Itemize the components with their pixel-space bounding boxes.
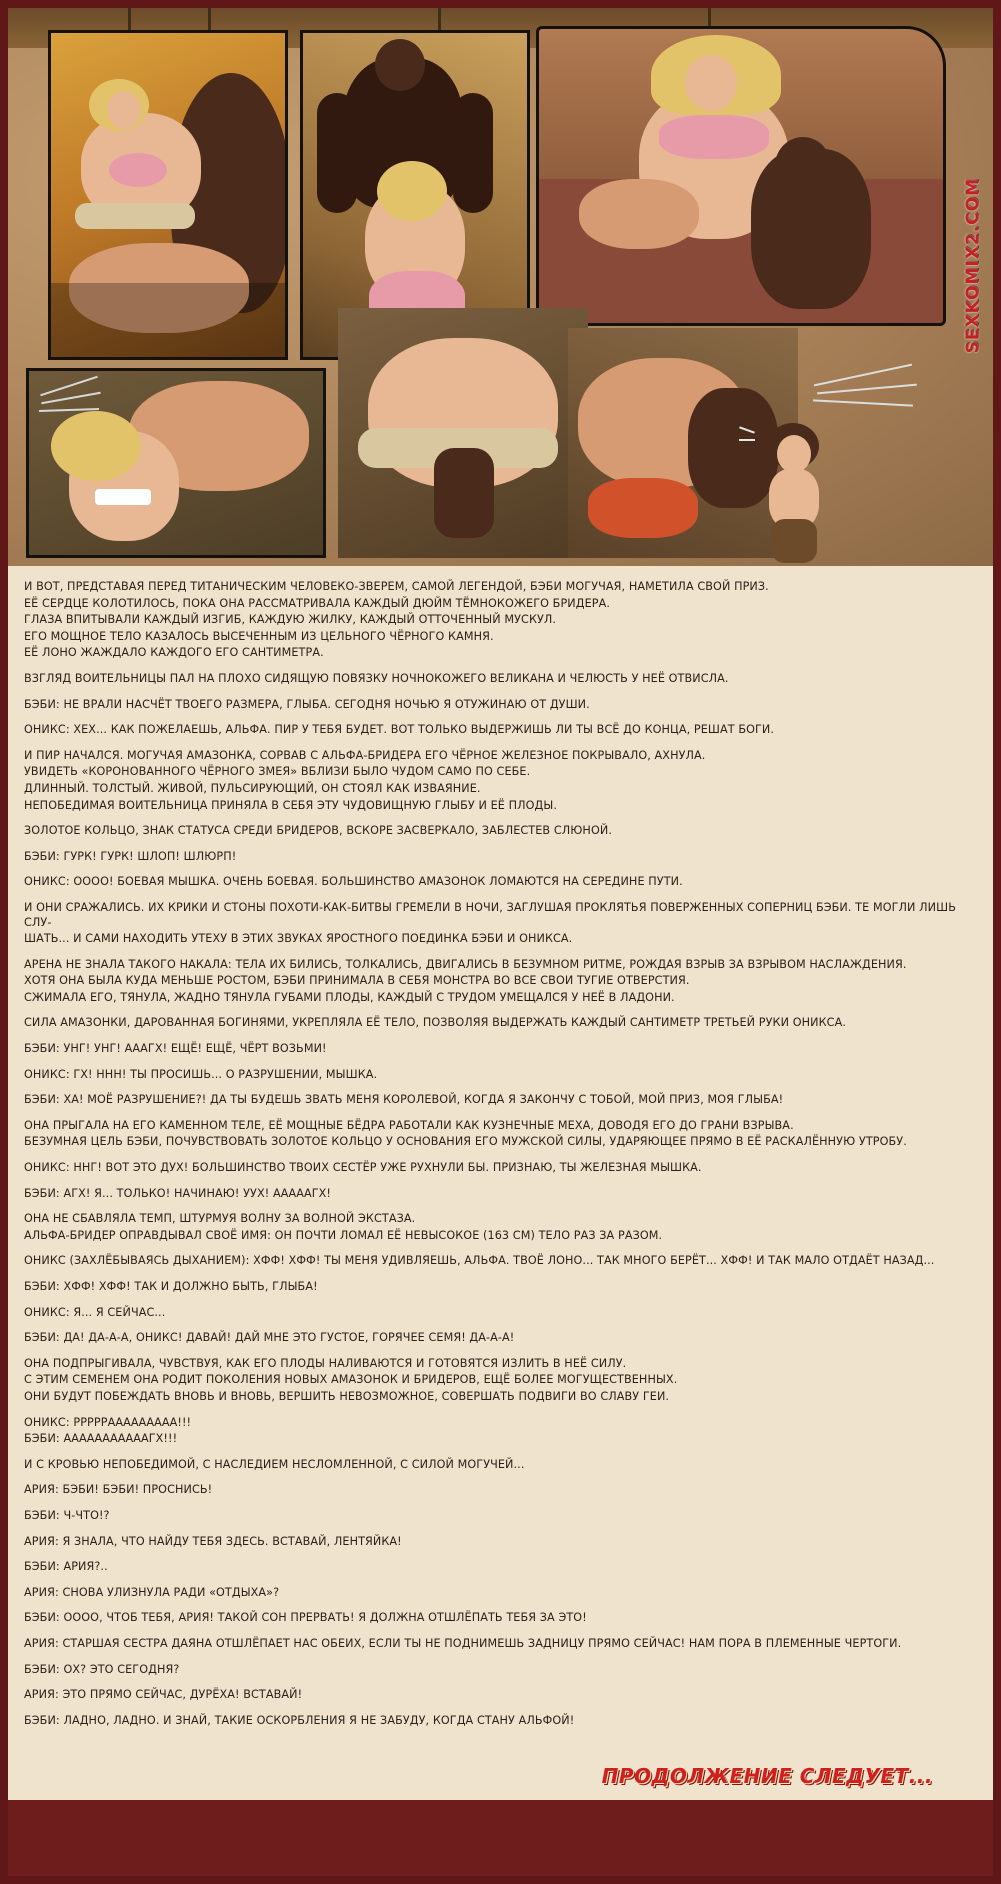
panel3-amazon-chest [659,115,769,159]
panel2-bruiser-head [375,39,425,91]
story-line: ШАТЬ... И САМИ НАХОДИТЬ УТЕХУ В ЭТИХ ЗВУКАХ ЯРОСТНОГО ПОЕДИНКА БЭБИ И ОНИКСА. [24,932,573,946]
story-line: БЭБИ: ЛАДНО, ЛАДНО. И ЗНАЙ, ТАКИЕ ОСКОРБЛЕНИЯ Я НЕ ЗАБУДУ, КОГДА СТАНУ АЛЬФОЙ! [24,1713,575,1727]
story-line: БЭБИ: ХФФ! ХФФ! ТАК И ДОЛЖНО БЫТЬ, ГЛЫБА! [24,1280,318,1293]
panel4-hair [51,411,141,481]
to-be-continued-stamp: ПРОДОЛЖЕНИЕ СЛЕДУЕТ... [601,1764,933,1789]
panel1-amazon-head [107,91,141,129]
story-line: ОНА ПОДПРЫГИВАЛА, ЧУВСТВУЯ, КАК ЕГО ПЛОДЫ НАЛИВАЮТСЯ И ГОТОВЯТСЯ ИЗЛИТЬ В НЕЁ СИЛУ. [24,1356,627,1370]
story-line: БЭБИ: Ч-ЧТО!? [24,1508,110,1522]
story-line: ОНА НЕ СБАВЛЯЛА ТЕМП, ШТУРМУЯ ВОЛНУ ЗА ВОЛНОЙ ЭКСТАЗА. [24,1212,416,1226]
story-line: ОНИКС: РРРРРААААААААА!!! [24,1415,192,1429]
story-line: И ПИР НАЧАЛСЯ. МОГУЧАЯ АМАЗОНКА, СОРВАВ С АЛЬФА-БРИДЕРА ЕГО ЧЁРНОЕ ЖЕЛЕЗНОЕ ПОКРЫВАЛО, АХНУЛА. [24,748,706,762]
story-line: АРИЯ: ЭТО ПРЯМО СЕЙЧАС, ДУРЁХА! ВСТАВАЙ! [24,1688,303,1702]
shout-lines [739,427,759,457]
story-line: ГЛАЗА ВПИТЫВАЛИ КАЖДЫЙ ИЗГИБ, КАЖДУЮ ЖИЛКУ, КАЖДЫЙ ОТТОЧЕННЫЙ МУСКУЛ. [24,613,557,627]
story-line: БЭБИ: ОООО, ЧТОБ ТЕБЯ, АРИЯ! ТАКОЙ СОН ПРЕРВАТЬ! Я ДОЛЖНА ОТШЛЁПАТЬ ТЕБЯ ЗА ЭТО! [24,1611,587,1625]
story-line: И ВОТ, ПРЕДСТАВАЯ ПЕРЕД ТИТАНИЧЕСКИМ ЧЕЛОВЕКО-ЗВЕРЕМ, САМОЙ ЛЕГЕНДОЙ, БЭБИ МОГУЧАЯ, НАМЕТИЛА СВОЙ ПРИЗ. [24,580,769,593]
story-line: АРИЯ: СНОВА УЛИЗНУЛА РАДИ «ОТДЫХА»? [24,1585,280,1599]
shouting-woman-head [777,435,811,473]
panel2-bruiser-arm-left [317,93,357,213]
panel4-speed-lines [39,381,109,421]
panel2-amazon-hair [377,161,447,221]
panel1-wrap [75,203,195,229]
story-line: НЕПОБЕДИМАЯ ВОИТЕЛЬНИЦА ПРИНЯЛА В СЕБЯ ЭТУ ЧУДОВИЩНУЮ ГЛЫБУ И ЕЁ ПЛОДЫ. [24,798,558,812]
story-line: И С КРОВЬЮ НЕПОБЕДИМОЙ, С НАСЛЕДИЕМ НЕСЛОМЛЕННОЙ, С СИЛОЙ МОГУЧЕЙ... [24,1457,525,1471]
panel1-amazon-chest [109,153,167,187]
story-line: БЭБИ: ГУРК! ГУРК! ШЛОП! ШЛЮРП! [24,849,237,863]
story-line: СЖИМАЛА ЕГО, ТЯНУЛА, ЖАДНО ТЯНУЛА ГУБАМИ ПЛОДЫ, КАЖДЫЙ С ТРУДОМ УМЕЩАЛСЯ У НЕЁ В ЛАДОНИ. [24,990,675,1004]
impact-lines [813,368,923,418]
story-line: АРИЯ: БЭБИ! БЭБИ! ПРОСНИСЬ! [24,1483,213,1497]
story-line: АРИЯ: СТАРШАЯ СЕСТРА ДАЯНА ОТШЛЁПАЕТ НАС ОБЕИХ, ЕСЛИ ТЫ НЕ ПОДНИМЕШЬ ЗАДНИЦУ ПРЯМО СЕЙЧАС! НАМ ПОРА В ПЛЕМЕННЫЕ ЧЕРТОГИ. [24,1636,902,1650]
story-line: УВИДЕТЬ «КОРОНОВАННОГО ЧЁРНОГО ЗМЕЯ» ВБЛИЗИ БЫЛО ЧУДОМ САМО ПО СЕБЕ. [24,765,531,779]
story-line: АРИЯ: Я ЗНАЛА, ЧТО НАЙДУ ТЕБЯ ЗДЕСЬ. ВСТАВАЙ, ЛЕНТЯЙКА! [24,1534,402,1548]
comic-art-area [8,8,993,566]
story-line: ДЛИННЫЙ. ТОЛСТЫЙ. ЖИВОЙ, ПУЛЬСИРУЮЩИЙ, ОН СТОЯЛ КАК ИЗВАЯНИЕ. [24,781,481,795]
story-line: ОНИ БУДУТ ПОБЕЖДАТЬ ВНОВЬ И ВНОВЬ, ВЕРШИТЬ НЕВОЗМОЖНОЕ, СОВЕРШАТЬ ПОДВИГИ ВО СЛАВУ ГЕИ. [24,1389,670,1403]
panel-5 [338,308,588,558]
story-line: И ОНИ СРАЖАЛИСЬ. ИХ КРИКИ И СТОНЫ ПОХОТИ-КАК-БИТВЫ ГРЕМЕЛИ В НОЧИ, ЗАГЛУШАЯ ПРОКЛЯТЬЯ ПОВЕРЖЕННЫХ СОПЕРНИЦ БЭБИ. ТЕ МОГЛИ ЛИШЬ СЛУ- [24,900,956,929]
story-line: ОНИКС (ЗАХЛЁБЫВАЯСЬ ДЫХАНИЕМ): ХФФ! ХФФ! ТЫ МЕНЯ УДИВЛЯЕШЬ, АЛЬФА. ТВОЁ ЛОНО... ТАК МНОГО БЕРЁТ... ХФФ! И ТАК МАЛО ОТДАЁТ НАЗАД... [24,1254,935,1268]
story-line: БЕЗУМНАЯ ЦЕЛЬ БЭБИ, ПОЧУВСТВОВАТЬ ЗОЛОТОЕ КОЛЬЦО У ОСНОВАНИЯ ЕГО МУЖСКОЙ СИЛЫ, УДАРЯЮЩЕЕ ПРЯМО В ЕЁ РАСКАЛЁННУЮ УТРОБУ. [24,1135,907,1149]
story-line: БЭБИ: АГХ! Я... ТОЛЬКО! НАЧИНАЮ! УУХ! АААААГХ! [24,1186,332,1200]
story-line: АРЕНА НЕ ЗНАЛА ТАКОГО НАКАЛА: ТЕЛА ИХ БИЛИСЬ, ТОЛКАЛИСЬ, ДВИГАЛИСЬ В БЕЗУМНОМ РИТМЕ, РОЖДАЯ ВЗРЫВ ЗА ВЗРЫВОМ НАСЛАЖДЕНИЯ. [24,957,907,971]
story-line: АЛЬФА-БРИДЕР ОПРАВДЫВАЛ СВОЁ ИМЯ: ОН ПОЧТИ ЛОМАЛ ЕЁ НЕВЫСОКОЕ (163 СМ) ТЕЛО РАЗ ЗА РАЗОМ. [24,1228,663,1242]
story-line: ОНИКС: ННГ! ВОТ ЭТО ДУХ! БОЛЬШИНСТВО ТВОИХ СЕСТЁР УЖЕ РУХНУЛИ БЫ. ПРИЗНАЮ, ТЫ ЖЕЛЕЗНАЯ МЫШКА. [24,1161,702,1175]
shouting-woman [753,423,833,563]
panel1-floor-shadow [51,283,288,360]
story-line: ОНА ПРЫГАЛА НА ЕГО КАМЕННОМ ТЕЛЕ, ЕЁ МОЩНЫЕ БЁДРА РАБОТАЛИ КАК КУЗНЕЧНЫЕ МЕХА, ДОВОДЯ ЕГО ДО ГРАНИ ВЗРЫВА. [24,1118,794,1132]
story-line: БЭБИ: ХА! МОЁ РАЗРУШЕНИЕ?! ДА ТЫ БУДЕШЬ ЗВАТЬ МЕНЯ КОРОЛЕВОЙ, КОГДА Я ЗАКОНЧУ С ТОБОЙ, МОЙ ПРИЗ, МОЯ ГЛЫБА! [24,1093,784,1107]
panel3-amazon-thigh [579,179,699,249]
story-line: БЭБИ: УНГ! УНГ! АААГХ! ЕЩЁ! ЕЩЁ, ЧЁРТ ВОЗЬМИ! [24,1042,327,1056]
story-line: ОНИКС: ГХ! ННН! ТЫ ПРОСИШЬ... О РАЗРУШЕНИИ, МЫШКА. [24,1067,378,1081]
panel-4 [26,368,326,558]
site-watermark: SEXKOMIX2.COM [963,178,983,354]
panel2-bruiser-arm-right [453,93,493,213]
story-line: ОНИКС: ОООО! БОЕВАЯ МЫШКА. ОЧЕНЬ БОЕВАЯ. БОЛЬШИНСТВО АМАЗОНОК ЛОМАЮТСЯ НА СЕРЕДИНЕ ПУТИ. [24,875,683,889]
story-line: ОНИКС: ХЕХ... КАК ПОЖЕЛАЕШЬ, АЛЬФА. ПИР У ТЕБЯ БУДЕТ. ВОТ ТОЛЬКО ВЫДЕРЖИШЬ ЛИ ТЫ ВСЁ ДО КОНЦА, РЕШАТ БОГИ. [24,723,775,737]
panel4-teeth [95,489,151,505]
story-line: ЕГО МОЩНОЕ ТЕЛО КАЗАЛОСЬ ВЫСЕЧЕННЫМ ИЗ ЦЕЛЬНОГО ЧЁРНОГО КАМНЯ. [24,629,494,643]
panel-1 [48,30,288,360]
panel5-dark-limb [434,448,494,538]
story-line: БЭБИ: ДА! ДА-А-А, ОНИКС! ДАВАЙ! ДАЙ МНЕ ЭТО ГУСТОЕ, ГОРЯЧЕЕ СЕМЯ! ДА-А-А! [24,1331,515,1345]
story-line: ХОТЯ ОНА БЫЛА КУДА МЕНЬШЕ РОСТОМ, БЭБИ ПРИНИМАЛА В СЕБЯ МОНСТРА ВО ВСЕ СВОИ ТУГИЕ ОТВЕРСТИЯ. [24,974,690,988]
story-line: ОНИКС: Я... Я СЕЙЧАС... [24,1305,166,1319]
story-line: СИЛА АМАЗОНКИ, ДАРОВАННАЯ БОГИНЯМИ, УКРЕПЛЯЛА ЕЁ ТЕЛО, ПОЗВОЛЯЯ ВЫДЕРЖАТЬ КАЖДЫЙ САНТИМЕТР ТРЕТЬЕЙ РУКИ ОНИКСА. [24,1016,846,1030]
story-line: ЗОЛОТОЕ КОЛЬЦО, ЗНАК СТАТУСА СРЕДИ БРИДЕРОВ, ВСКОРЕ ЗАСВЕРКАЛО, ЗАБЛЕСТЕВ СЛЮНОЙ. [24,824,612,838]
story-line: БЭБИ: АААААААААААГХ!!! [24,1432,178,1446]
panel3-dark-head [775,137,831,195]
story-line: ВЗГЛЯД ВОИТЕЛЬНИЦЫ ПАЛ НА ПЛОХО СИДЯЩУЮ ПОВЯЗКУ НОЧНОКОЖЕГО ВЕЛИКАНА И ЧЕЛЮСТЬ У НЕЁ ОТВИСЛА. [24,671,729,685]
story-line: БЭБИ: АРИЯ?.. [24,1560,108,1574]
panel-3 [536,26,946,326]
story-line: БЭБИ: НЕ ВРАЛИ НАСЧЁТ ТВОЕГО РАЗМЕРА, ГЛЫБА. СЕГОДНЯ НОЧЬЮ Я ОТУЖИНАЮ ОТ ДУШИ. [24,697,590,711]
panel6-redhead [588,478,698,538]
story-text-area [8,566,993,1800]
panel3-amazon-head [685,55,737,111]
story-line: ЕЁ СЕРДЦЕ КОЛОТИЛОСЬ, ПОКА ОНА РАССМАТРИВАЛА КАЖДЫЙ ДЮЙМ ТЁМНОКОЖЕГО БРИДЕРА. [24,596,611,610]
story-line: ЕЁ ЛОНО ЖАЖДАЛО КАЖДОГО ЕГО САНТИМЕТРА. [24,646,324,660]
story-line: С ЭТИМ СЕМЕНЕМ ОНА РОДИТ ПОКОЛЕНИЯ НОВЫХ АМАЗОНОК И БРИДЕРОВ, ЕЩЁ БОЛЕЕ МОГУЩЕСТВЕННЫХ. [24,1373,678,1387]
shouting-woman-skirt [771,519,817,563]
story-line: БЭБИ: ОХ? ЭТО СЕГОДНЯ? [24,1662,180,1676]
